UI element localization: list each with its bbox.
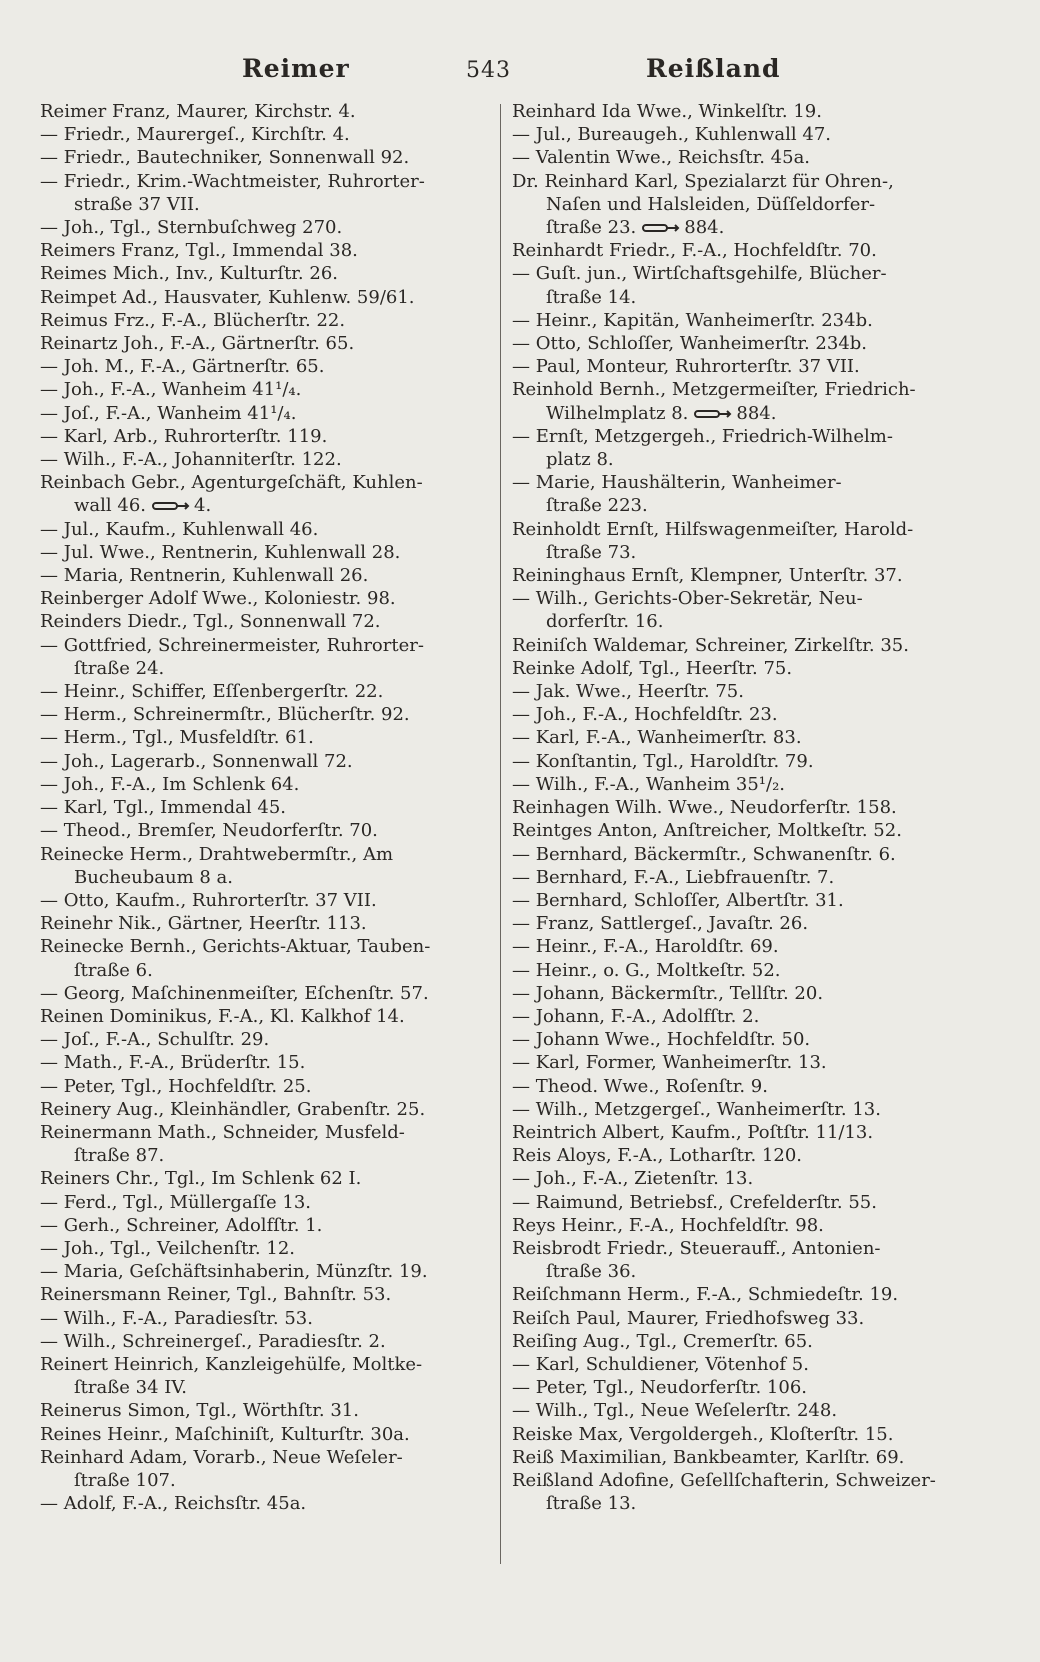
entry-text: — Konſtantin, Tgl., Haroldſtr. 79.	[512, 750, 814, 772]
directory-entry	[40, 239, 490, 262]
entry-text: Reimus Frz., F.-A., Blücherſtr. 22.	[40, 309, 346, 331]
entry-text: — Wilh., Gerichts-Ober-Sekretär, Neu-	[512, 588, 863, 610]
entry-text: Reinke Adolf, Tgl., Heerſtr. 75.	[512, 657, 793, 679]
entry-text: — Joh., Tgl., Sternbuſchweg 270.	[40, 217, 343, 239]
directory-entry	[40, 1005, 490, 1028]
directory-entry	[512, 518, 982, 564]
directory-entry	[512, 1051, 982, 1074]
telephone-icon	[642, 222, 680, 234]
directory-entry	[40, 541, 490, 564]
directory-entry	[40, 1423, 490, 1446]
phone-number: 884.	[736, 402, 777, 424]
entry-text: — Bernhard, Bäckermſtr., Schwanenſtr. 6.	[512, 843, 896, 865]
entry-text: — Bernhard, F.-A., Liebfrauenſtr. 7.	[512, 866, 835, 888]
entry-text: — Adolf, F.-A., Reichsſtr. 45a.	[40, 1493, 307, 1515]
entry-text: — Theod. Wwe., Roſenſtr. 9.	[512, 1075, 768, 1097]
entry-continuation-text: wall 46.	[74, 495, 146, 517]
entry-text: Reimer Franz, Maurer, Kirchstr. 4.	[40, 101, 356, 122]
directory-entry	[40, 425, 490, 448]
entry-text: — Otto, Kaufm., Ruhrorterſtr. 37 VII.	[40, 889, 377, 911]
entry-continuation-text: ſtraße 14.	[546, 286, 637, 308]
header-right-name: Reißland	[646, 54, 781, 83]
directory-entry	[512, 1469, 982, 1515]
entry-text: Reinders Diedr., Tgl., Sonnenwall 72.	[40, 611, 381, 633]
directory-entry	[512, 1283, 982, 1306]
entry-continuation	[512, 610, 982, 633]
entry-text: — Peter, Tgl., Hochfeldſtr. 25.	[40, 1075, 312, 1097]
directory-entry	[512, 1098, 982, 1121]
directory-entry	[40, 100, 490, 123]
entry-text: Reininghaus Ernſt, Klempner, Unterſtr. 37.	[512, 565, 903, 587]
entry-continuation	[40, 494, 490, 517]
directory-entry	[40, 170, 490, 216]
entry-continuation	[40, 1144, 490, 1167]
directory-entry	[40, 286, 490, 309]
entry-text: — Theod., Bremſer, Neudorferſtr. 70.	[40, 820, 378, 842]
entry-text: — Herm., Schreinermſtr., Blücherſtr. 92.	[40, 704, 410, 726]
entry-text: — Georg, Maſchinenmeiſter, Eſchenſtr. 57.	[40, 982, 429, 1004]
entry-text: — Heinr., Kapitän, Wanheimerſtr. 234b.	[512, 309, 873, 331]
phone-number: 4.	[194, 495, 212, 517]
entry-text: — Jul., Kaufm., Kuhlenwall 46.	[40, 518, 319, 540]
entry-text: Reiniſch Waldemar, Schreiner, Zirkelſtr. 35.	[512, 634, 909, 656]
entry-text: — Johann Wwe., Hochfeldſtr. 50.	[512, 1029, 811, 1051]
directory-entry	[40, 982, 490, 1005]
column-divider	[500, 104, 501, 1564]
directory-entry	[512, 843, 982, 866]
directory-entry	[512, 866, 982, 889]
directory-entry	[40, 402, 490, 425]
directory-entry	[40, 332, 490, 355]
entry-text: Reinehr Nik., Gärtner, Heerſtr. 113.	[40, 913, 367, 935]
entry-text: — Gerh., Schreiner, Adolfſtr. 1.	[40, 1214, 323, 1236]
directory-entry	[40, 1167, 490, 1190]
entry-continuation	[512, 1492, 982, 1515]
directory-entry	[40, 1492, 490, 1515]
directory-entry	[512, 425, 982, 471]
telephone-icon	[152, 500, 190, 512]
entry-text: Reiske Max, Vergoldergeh., Kloſterſtr. 15.	[512, 1423, 894, 1445]
directory-entry	[512, 1307, 982, 1330]
entry-text: Reisbrodt Friedr., Steuerauff., Antonien-	[512, 1237, 881, 1259]
directory-entry	[40, 680, 490, 703]
directory-entry	[40, 262, 490, 285]
entry-continuation	[40, 193, 490, 216]
directory-entry	[40, 1446, 490, 1492]
directory-entry	[40, 216, 490, 239]
entry-text: — Raimund, Betriebsf., Crefelderſtr. 55.	[512, 1191, 877, 1213]
entry-text: — Wilh., Schreinergeſ., Paradiesſtr. 2.	[40, 1330, 386, 1352]
telephone-icon	[694, 408, 732, 420]
directory-entry	[512, 1144, 982, 1167]
entry-text: Reinerus Simon, Tgl., Wörthſtr. 31.	[40, 1400, 359, 1422]
entry-text: — Maria, Geſchäftsinhaberin, Münzſtr. 19.	[40, 1261, 428, 1283]
entry-text: — Joh., F.-A., Im Schlenk 64.	[40, 773, 300, 795]
directory-entry	[512, 262, 982, 308]
entry-text: Reiſch Paul, Maurer, Friedhofsweg 33.	[512, 1307, 865, 1329]
directory-entry	[40, 1051, 490, 1074]
entry-continuation-text: ſtraße 23.	[546, 217, 637, 239]
entry-text: Reinberger Adolf Wwe., Koloniestr. 98.	[40, 588, 396, 610]
right-column	[512, 100, 982, 1515]
directory-entry	[40, 1214, 490, 1237]
entry-continuation-text: ſtraße 24.	[74, 657, 165, 679]
entry-text: Reinbach Gebr., Agenturgeſchäft, Kuhlen-	[40, 472, 423, 494]
directory-entry	[40, 564, 490, 587]
directory-entry	[40, 1330, 490, 1353]
entry-text: Reinhagen Wilh. Wwe., Neudorferſtr. 158.	[512, 797, 897, 819]
header-left-name: Reimer	[242, 54, 350, 83]
entry-text: Reinert Heinrich, Kanzleigehülfe, Moltke-	[40, 1353, 423, 1375]
entry-continuation-text: ſtraße 36.	[546, 1261, 637, 1283]
entry-text: Reys Heinr., F.-A., Hochfeldſtr. 98.	[512, 1214, 824, 1236]
entry-text: — Franz, Sattlergeſ., Javaſtr. 26.	[512, 913, 809, 935]
entry-text: — Maria, Rentnerin, Kuhlenwall 26.	[40, 565, 369, 587]
entry-text: — Jul., Bureaugeh., Kuhlenwall 47.	[512, 124, 832, 146]
entry-continuation	[512, 494, 982, 517]
entry-text: Reines Heinr., Maſchiniſt, Kulturſtr. 30a.	[40, 1423, 410, 1445]
entry-continuation	[40, 866, 490, 889]
entry-text: — Wilh., F.-A., Johanniterſtr. 122.	[40, 449, 342, 471]
entry-text: — Math., F.-A., Brüderſtr. 15.	[40, 1052, 306, 1074]
entry-text: Reintrich Albert, Kaufm., Poſtſtr. 11/13.	[512, 1121, 874, 1143]
directory-entry	[512, 332, 982, 355]
entry-text: Reiners Chr., Tgl., Im Schlenk 62 I.	[40, 1168, 362, 1190]
entry-text: — Karl, Tgl., Immendal 45.	[40, 797, 287, 819]
entry-text: — Karl, Schuldiener, Vötenhof 5.	[512, 1353, 809, 1375]
directory-entry	[512, 982, 982, 1005]
directory-entry	[512, 355, 982, 378]
entry-continuation-text: Bucheubaum 8 a.	[74, 866, 234, 888]
entry-text: — Johann, F.-A., Adolfſtr. 2.	[512, 1005, 760, 1027]
entry-text: Reinhard Ida Wwe., Winkelſtr. 19.	[512, 101, 822, 122]
entry-text: — Wilh., Metzgergeſ., Wanheimerſtr. 13.	[512, 1098, 881, 1120]
entry-text: — Joh., Lagerarb., Sonnenwall 72.	[40, 750, 353, 772]
directory-entry	[40, 448, 490, 471]
entry-continuation	[512, 448, 982, 471]
entry-text: — Wilh., F.-A., Wanheim 35¹/₂.	[512, 773, 786, 795]
entry-text: Reinhardt Friedr., F.-A., Hochfeldſtr. 70.	[512, 240, 877, 262]
entry-continuation	[512, 402, 982, 425]
entry-text: — Wilh., F.-A., Paradiesſtr. 53.	[40, 1307, 313, 1329]
entry-text: — Friedr., Krim.-Wachtmeister, Ruhrorter-	[40, 170, 425, 192]
entry-text: — Joh., F.-A., Hochfeldſtr. 23.	[512, 704, 778, 726]
directory-entry	[40, 889, 490, 912]
entry-continuation-text: ſtraße 87.	[74, 1145, 165, 1167]
phone-number: 884.	[684, 217, 725, 239]
entry-continuation-text: straße 37 VII.	[74, 193, 200, 215]
entry-text: — Ernſt, Metzgergeh., Friedrich-Wilhelm-	[512, 425, 893, 447]
entry-text: Reis Aloys, F.-A., Lotharſtr. 120.	[512, 1145, 803, 1167]
directory-entry	[40, 773, 490, 796]
directory-entry	[512, 889, 982, 912]
directory-entry	[512, 1376, 982, 1399]
entry-text: Reinermann Math., Schneider, Musfeld-	[40, 1121, 405, 1143]
entry-text: — Valentin Wwe., Reichsſtr. 45a.	[512, 147, 811, 169]
entry-continuation	[512, 1260, 982, 1283]
directory-entry	[40, 819, 490, 842]
entry-continuation-text: ſtraße 34 IV.	[74, 1377, 187, 1399]
directory-entry	[40, 634, 490, 680]
directory-entry	[40, 1075, 490, 1098]
directory-entry	[40, 378, 490, 401]
entry-text: — Friedr., Bautechniker, Sonnenwall 92.	[40, 147, 410, 169]
directory-entry	[512, 1423, 982, 1446]
directory-entry	[512, 170, 982, 240]
directory-entry	[40, 1237, 490, 1260]
directory-entry	[40, 703, 490, 726]
directory-entry	[512, 1005, 982, 1028]
entry-continuation	[512, 286, 982, 309]
entry-text: Reiſing Aug., Tgl., Cremerſtr. 65.	[512, 1330, 813, 1352]
entry-continuation	[40, 959, 490, 982]
entry-text: — Guſt. jun., Wirtſchaftsgehilfe, Blücher-	[512, 263, 887, 285]
directory-entry	[512, 912, 982, 935]
directory-entry	[512, 564, 982, 587]
entry-text: — Otto, Schloſſer, Wanheimerſtr. 234b.	[512, 333, 868, 355]
directory-entry	[512, 100, 982, 123]
entry-text: — Gottfried, Schreinermeister, Ruhrorter-	[40, 634, 424, 656]
directory-entry	[512, 1399, 982, 1422]
directory-entry	[512, 703, 982, 726]
entry-continuation	[512, 193, 982, 216]
directory-entry	[512, 146, 982, 169]
entry-text: Reiß Maximilian, Bankbeamter, Karlſtr. 69.	[512, 1446, 905, 1468]
directory-entry	[512, 239, 982, 262]
entry-text: — Joh., F.-A., Zietenſtr. 13.	[512, 1168, 754, 1190]
entry-continuation	[40, 1469, 490, 1492]
entry-continuation	[40, 657, 490, 680]
entry-text: Reinen Dominikus, F.-A., Kl. Kalkhof 14.	[40, 1005, 405, 1027]
entry-text: — Joh., F.-A., Wanheim 41¹/₄.	[40, 379, 302, 401]
entry-text: — Joh. M., F.-A., Gärtnerſtr. 65.	[40, 356, 325, 378]
directory-entry	[512, 309, 982, 332]
entry-text: Reinery Aug., Kleinhändler, Grabenſtr. 25.	[40, 1098, 426, 1120]
page-number: 543	[466, 58, 511, 83]
entry-text: — Friedr., Maurergeſ., Kirchſtr. 4.	[40, 124, 350, 146]
entry-continuation	[40, 1376, 490, 1399]
entry-text: — Wilh., Tgl., Neue Weſelerſtr. 248.	[512, 1400, 838, 1422]
directory-entry	[40, 1283, 490, 1306]
directory-entry	[512, 123, 982, 146]
entry-continuation-text: ſtraße 73.	[546, 541, 637, 563]
directory-entry	[40, 146, 490, 169]
directory-entry	[512, 750, 982, 773]
directory-entry	[512, 1167, 982, 1190]
entry-text: Reißland Adofine, Geſellſchafterin, Schweizer-	[512, 1469, 936, 1491]
entry-continuation-text: ſtraße 107.	[74, 1469, 176, 1491]
directory-entry	[512, 819, 982, 842]
directory-entry	[512, 773, 982, 796]
entry-text: — Jak. Wwe., Heerſtr. 75.	[512, 681, 744, 703]
entry-text: — Heinr., Schiffer, Eſſenbergerſtr. 22.	[40, 681, 384, 703]
directory-entry	[512, 471, 982, 517]
entry-text: Reinholdt Ernſt, Hilfswagenmeiſter, Harold-	[512, 518, 914, 540]
directory-entry	[512, 680, 982, 703]
entry-text: — Karl, F.-A., Wanheimerſtr. 83.	[512, 727, 802, 749]
directory-entry	[512, 796, 982, 819]
entry-continuation-text: Naſen und Halsleiden, Düſſeldorfer-	[546, 193, 876, 215]
directory-entry	[512, 657, 982, 680]
directory-entry	[512, 1121, 982, 1144]
entry-text: — Marie, Haushälterin, Wanheimer-	[512, 472, 842, 494]
directory-entry	[40, 1121, 490, 1167]
entry-continuation-text: platz 8.	[546, 449, 614, 471]
entry-text: Reintges Anton, Anſtreicher, Moltkeſtr. 52.	[512, 820, 902, 842]
entry-text: — Karl, Former, Wanheimerſtr. 13.	[512, 1052, 827, 1074]
directory-entry	[512, 1028, 982, 1051]
directory-entry	[512, 1237, 982, 1283]
directory-entry	[40, 1028, 490, 1051]
directory-entry	[40, 1191, 490, 1214]
entry-text: Reinhard Adam, Vorarb., Neue Weſeler-	[40, 1446, 403, 1468]
entry-continuation-text: Wilhelmplatz 8.	[546, 402, 689, 424]
entry-continuation-text: ſtraße 13.	[546, 1493, 637, 1515]
entry-text: — Ferd., Tgl., Müllergaſſe 13.	[40, 1191, 311, 1213]
entry-continuation-text: ſtraße 223.	[546, 495, 648, 517]
directory-entry	[40, 726, 490, 749]
entry-text: — Heinr., o. G., Moltkeſtr. 52.	[512, 959, 781, 981]
entry-text: — Heinr., F.-A., Haroldſtr. 69.	[512, 936, 779, 958]
directory-entry	[40, 587, 490, 610]
entry-text: — Bernhard, Schloſſer, Albertſtr. 31.	[512, 889, 844, 911]
directory-entry	[512, 1446, 982, 1469]
directory-entry	[512, 634, 982, 657]
entry-text: — Joſ., F.-A., Schulſtr. 29.	[40, 1029, 270, 1051]
entry-text: — Joſ., F.-A., Wanheim 41¹/₄.	[40, 402, 297, 424]
directory-entry	[512, 1330, 982, 1353]
directory-entry	[40, 471, 490, 517]
entry-continuation-text: ſtraße 6.	[74, 959, 153, 981]
directory-entry	[40, 610, 490, 633]
entry-text: Reinhold Bernh., Metzgermeiſter, Friedrich-	[512, 379, 916, 401]
entry-text: — Johann, Bäckermſtr., Tellſtr. 20.	[512, 982, 824, 1004]
entry-text: Reinecke Herm., Drahtwebermſtr., Am	[40, 843, 394, 865]
entry-text: Dr. Reinhard Karl, Spezialarzt für Ohren-,	[512, 170, 894, 192]
directory-entry	[512, 1191, 982, 1214]
directory-entry	[512, 959, 982, 982]
entry-text: — Jul. Wwe., Rentnerin, Kuhlenwall 28.	[40, 541, 401, 563]
directory-entry	[40, 796, 490, 819]
directory-entry	[512, 378, 982, 424]
directory-entry	[40, 518, 490, 541]
entry-continuation-text: dorferſtr. 16.	[546, 611, 664, 633]
entry-text: Reimpet Ad., Hausvater, Kuhlenw. 59/61.	[40, 286, 415, 308]
entry-text: Reiſchmann Herm., F.-A., Schmiedeſtr. 19.	[512, 1284, 899, 1306]
entry-text: — Karl, Arb., Ruhrorterſtr. 119.	[40, 425, 328, 447]
directory-entry	[40, 935, 490, 981]
entry-text: — Herm., Tgl., Musfeldſtr. 61.	[40, 727, 314, 749]
directory-entry	[40, 355, 490, 378]
directory-entry	[40, 1399, 490, 1422]
directory-entry	[512, 1075, 982, 1098]
directory-entry	[40, 1307, 490, 1330]
entry-continuation	[512, 541, 982, 564]
entry-continuation	[512, 216, 982, 239]
directory-entry	[40, 1098, 490, 1121]
entry-text: — Joh., Tgl., Veilchenſtr. 12.	[40, 1237, 296, 1259]
entry-text: Reinartz Joh., F.-A., Gärtnerſtr. 65.	[40, 333, 355, 355]
entry-text: — Peter, Tgl., Neudorferſtr. 106.	[512, 1377, 808, 1399]
entry-text: Reinersmann Reiner, Tgl., Bahnſtr. 53.	[40, 1284, 392, 1306]
entry-text: Reimers Franz, Tgl., Immendal 38.	[40, 240, 358, 262]
directory-entry	[40, 843, 490, 889]
directory-entry	[512, 935, 982, 958]
directory-entry	[512, 587, 982, 633]
entry-text: Reimes Mich., Inv., Kulturſtr. 26.	[40, 263, 338, 285]
left-column	[40, 100, 490, 1515]
directory-entry	[512, 1353, 982, 1376]
directory-entry	[40, 750, 490, 773]
directory-entry	[512, 1214, 982, 1237]
directory-entry	[40, 1260, 490, 1283]
directory-entry	[40, 912, 490, 935]
directory-entry	[40, 309, 490, 332]
entry-text: Reinecke Bernh., Gerichts-Aktuar, Tauben-	[40, 936, 431, 958]
directory-entry	[40, 1353, 490, 1399]
directory-entry	[512, 726, 982, 749]
directory-entry	[40, 123, 490, 146]
entry-text: — Paul, Monteur, Ruhrorterſtr. 37 VII.	[512, 356, 860, 378]
